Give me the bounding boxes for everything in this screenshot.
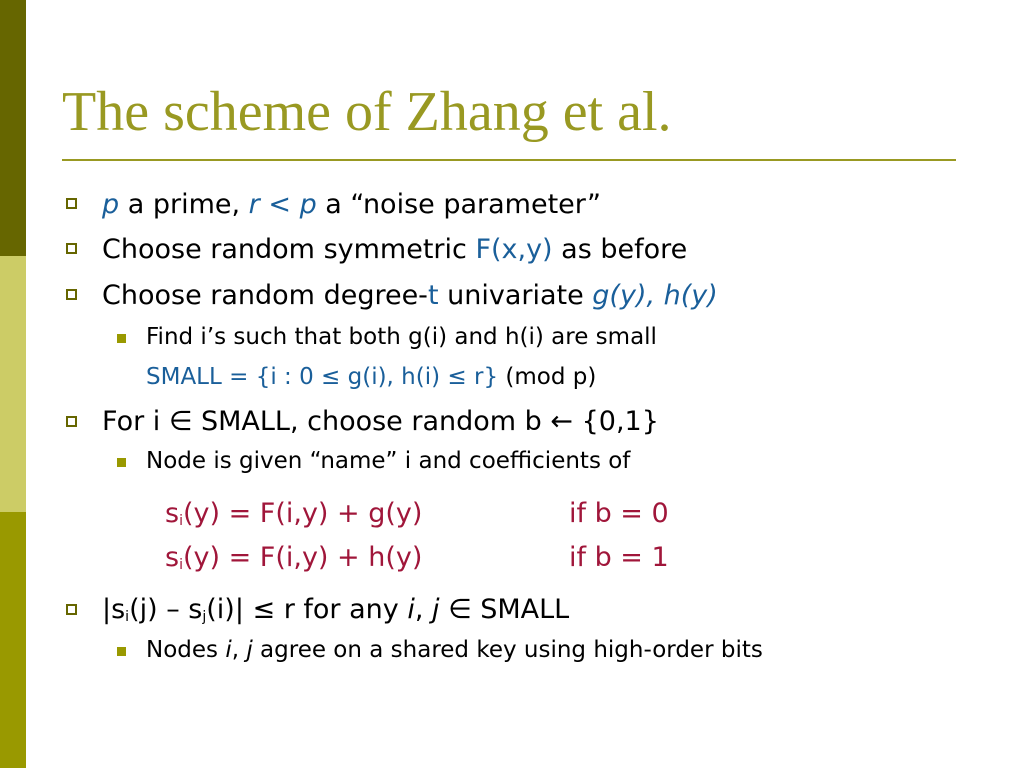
- bullet-univariate: Choose random degree-t univariate g(y), h(y): [102, 280, 718, 311]
- equation-b0-condition: if b = 0: [569, 498, 669, 529]
- bullet-difference: $|s_i(j) - s_j(i)| \le r$ for any i, j ∈ SMALL: [102, 594, 570, 625]
- subbullet-agree: Nodes i, j agree on a shared key using high-order bits: [146, 637, 763, 663]
- square-bullet-icon: [66, 604, 77, 615]
- side-bar-middle: [0, 256, 26, 512]
- bullet-prime: p a prime, r < p a “noise parameter”: [102, 189, 601, 220]
- slide-title: The scheme of Zhang et al.: [62, 81, 672, 143]
- bullet-choose-b: For i ∈ SMALL, choose random b ← {0,1}: [102, 406, 659, 437]
- square-bullet-icon: [66, 289, 77, 300]
- side-bar-bottom: [0, 512, 26, 768]
- equation-b1-condition: if b = 1: [569, 542, 669, 573]
- filled-square-bullet-icon: [117, 334, 126, 343]
- subbullet-find: Find i’s such that both g(i) and h(i) are small: [146, 324, 657, 350]
- square-bullet-icon: [66, 416, 77, 427]
- small-set-definition: SMALL = {i : 0 ≤ g(i), h(i) ≤ r} (mod p): [146, 364, 597, 390]
- filled-square-bullet-icon: [117, 458, 126, 467]
- title-divider: [62, 159, 956, 161]
- square-bullet-icon: [66, 243, 77, 254]
- bullet-symmetric: Choose random symmetric F(x,y) as before: [102, 234, 688, 265]
- side-bar-top: [0, 0, 26, 256]
- subbullet-node: Node is given “name” i and coefficients of: [146, 448, 631, 474]
- filled-square-bullet-icon: [117, 647, 126, 656]
- equation-b1: $s_i(y) = F(i,y) + h(y)$: [165, 542, 423, 573]
- square-bullet-icon: [66, 198, 77, 209]
- equation-b0: $s_i(y) = F(i,y) + g(y)$: [165, 498, 423, 529]
